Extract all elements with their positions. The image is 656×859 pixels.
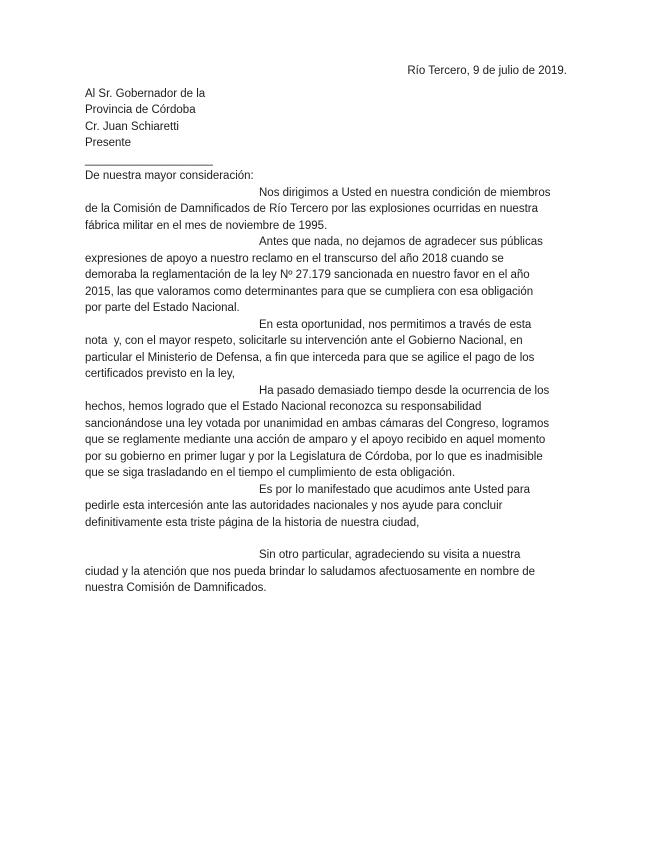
letter-line: particular el Ministerio de Defensa, a fin que interceda para que se agilice el pago de los	[85, 351, 535, 364]
letter-line: En esta oportunidad, nos permitimos a través de esta	[259, 318, 532, 331]
separator-line: ____________________	[85, 153, 213, 166]
letter-line: nuestra Comisión de Damnificados.	[85, 582, 267, 594]
letter-line: Es por lo manifestado que acudimos ante Usted para	[259, 483, 531, 496]
letter-line: fábrica militar en el mes de noviembre de 1995.	[85, 219, 328, 232]
letter-line: Nos dirigimos a Usted en nuestra condición de miembros	[259, 186, 551, 199]
letter-paragraph	[85, 383, 581, 482]
recipient-block	[85, 86, 581, 152]
letter-line: definitivamente esta triste página de la historia de nuestra ciudad,	[85, 516, 420, 529]
letter-line: hechos, hemos logrado que el Estado Nacional reconozca su responsabilidad	[85, 401, 482, 413]
letter-paragraph	[85, 234, 581, 317]
letter-line: Al Sr. Gobernador de la	[85, 87, 206, 100]
letter-line: Provincia de Córdoba	[85, 104, 196, 116]
letter-line: Antes que nada, no dejamos de agradecer sus públicas	[259, 236, 543, 248]
letter-line: nota y, con el mayor respeto, solicitarle su intervención ante el Gobierno Nacional, en	[85, 335, 523, 347]
letter-line: certificados previsto en la ley,	[85, 368, 235, 380]
letter-line: que se siga trasladando en el tiempo el cumplimiento de esta obligación.	[85, 467, 456, 479]
letter-line: 2015, las que valoramos como determinantes para que se cumpliera con esa obligación	[85, 285, 534, 298]
letter-line: de la Comisión de Damnificados de Río Tercero por las explosiones ocurridas en nuestra	[85, 203, 538, 215]
letter-line: Cr. Juan Schiaretti	[85, 120, 179, 133]
letter-paragraph	[85, 185, 581, 235]
letter-content	[85, 63, 581, 597]
letter-line: por su gobierno en primer lugar y por la Legislatura de Córdoba, por lo que es inadmisible	[85, 450, 543, 463]
letter-line: sancionándose una ley votada por unanimidad en ambas cámaras del Congreso, logramos	[85, 417, 550, 430]
letter-paragraph	[85, 482, 581, 532]
letter-line: pedirle esta intercesión ante las autoridades nacionales y nos ayude para concluir	[85, 500, 503, 512]
letter-line: Ha pasado demasiado tiempo desde la ocurrencia de los	[259, 384, 550, 397]
letter-line: ciudad y la atención que nos pueda brindar lo saludamos afectuosamente en nombre de	[85, 565, 536, 578]
letter-line: por parte del Estado Nacional.	[85, 302, 240, 314]
letter-line: expresiones de apoyo a nuestro reclamo en el transcurso del año 2018 cuando se	[85, 252, 504, 265]
letter-line: que se reglamente mediante una acción de amparo y el apoyo recibido en aquel momento	[85, 434, 546, 446]
letter-paragraph	[85, 317, 581, 383]
salutation: De nuestra mayor consideración:	[85, 170, 254, 182]
letter-line: demoraba la reglamentación de la ley Nº 27.179 sancionada en nuestro favor en el año	[85, 269, 530, 281]
date-line: Río Tercero, 9 de julio de 2019.	[407, 65, 567, 77]
letter-line: Sin otro particular, agradeciendo su visita a nuestra	[259, 549, 521, 561]
letter-body	[85, 185, 581, 532]
letter-line: Presente	[85, 137, 132, 149]
closing-paragraph	[85, 547, 581, 597]
